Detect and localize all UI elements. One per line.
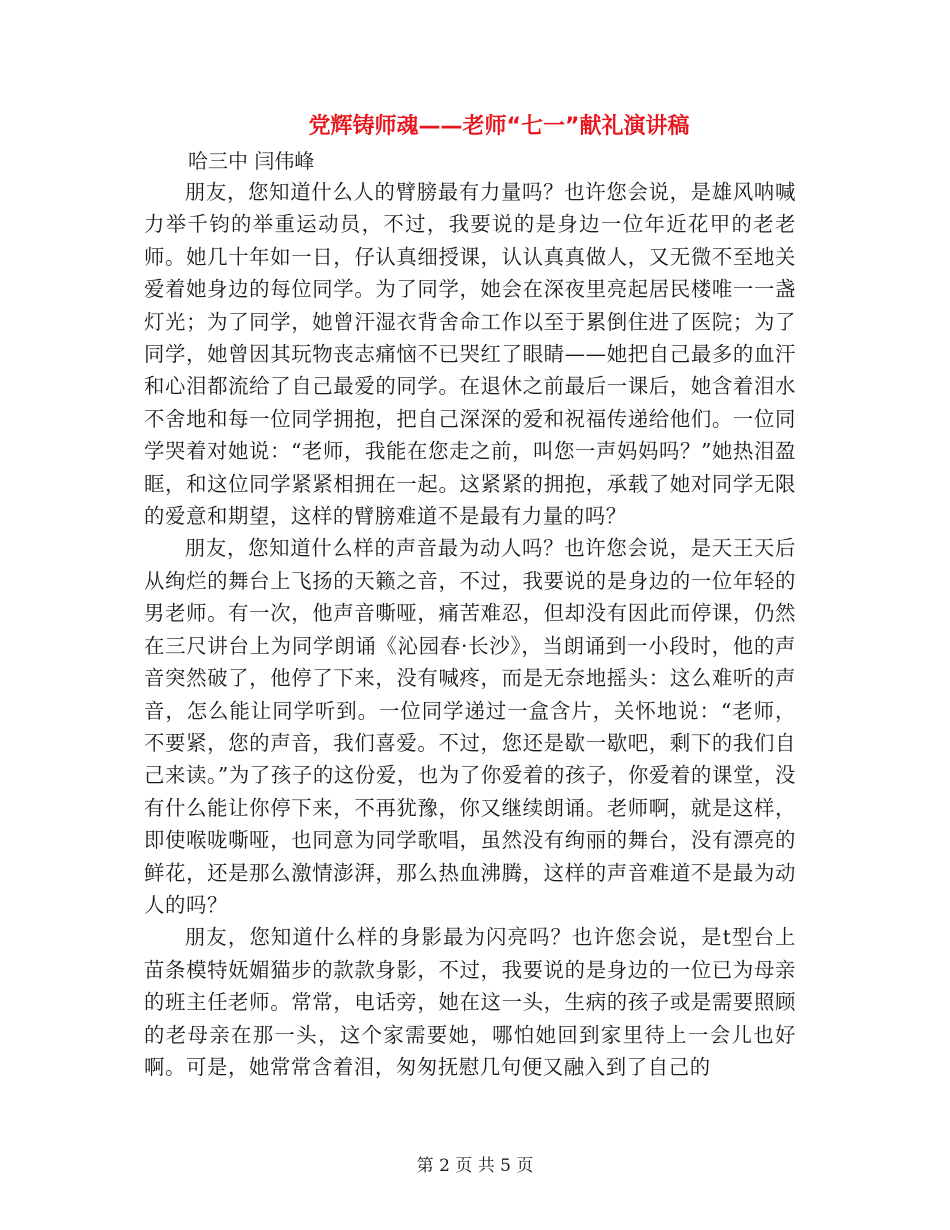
paragraph-3: 朋友，您知道什么样的身影最为闪亮吗？也许您会说，是t型台上苗条模特妩媚猫步的款款身影，不过，我要说的是身边的一位已为母亲的班主任老师。常常，电话旁，她在这一头，生病的孩子或是需要照顾的老母亲在那一头，这个家需要她，哪怕她回到家里待上一会儿也好啊。可是，她常常含着泪，匆匆抚慰几句便又融入到了自己的 — [144, 925, 796, 1079]
document-body — [144, 176, 796, 1083]
page-footer: 第 2 页 共 5 页 — [416, 1156, 534, 1176]
document-title: 党辉铸师魂——老师“七一”献礼演讲稿 — [308, 114, 690, 139]
paragraph-1: 朋友，您知道什么人的臂膀最有力量吗？也许您会说，是雄风呐喊力举千钧的举重运动员，不过，我要说的是身边一位年近花甲的老老师。她几十年如一日，仔认真细授课，认认真真做人，又无微不至地关爱着她身边的每位同学。为了同学，她会在深夜里亮起居民楼唯一一盏灯光；为了同学，她曾汗湿衣背舍命工作以至于累倒住进了医院；为了同学，她曾因其玩物丧志痛恼不已哭红了眼睛——她把自己最多的血汗和心泪都流给了自己最爱的同学。在退休之前最后一课后，她含着泪水不舍地和每一位同学拥抱，把自己深深的爱和祝福传递给他们。一位同学哭着对她说：“老师，我能在您走之前，叫您一声妈妈吗？”她热泪盈眶，和这位同学紧紧相拥在一起。这紧紧的拥抱，承载了她对同学无限的爱意和期望，这样的臂膀难道不是最有力量的吗？ — [144, 180, 796, 529]
author-line: 哈三中 闫伟峰 — [188, 149, 315, 173]
paragraph-2: 朋友，您知道什么样的声音最为动人吗？也许您会说，是天王天后从绚烂的舞台上飞扬的天籁之音，不过，我要说的是身边的一位年轻的男老师。有一次，他声音嘶哑，痛苦难忍，但却没有因此而停课，仍然在三尺讲台上为同学朗诵《沁园春·长沙》，当朗诵到一小段时，他的声音突然破了，他停了下来，没有喊疼，而是无奈地摇头：这么难听的声音，怎么能让同学听到。一位同学递过一盒含片，关怀地说：“老师，不要紧，您的声音，我们喜爱。不过，您还是歇一歇吧，剩下的我们自己来读。”为了孩子的这份爱，也为了你爱着的孩子，你爱着的课堂，没有什么能让你停下来，不再犹豫，你又继续朗诵。老师啊，就是这样，即使喉咙嘶哑，也同意为同学歌唱，虽然没有绚丽的舞台，没有漂亮的鲜花，还是那么激情澎湃，那么热血沸腾，这样的声音难道不是最为动人的吗？ — [144, 536, 796, 917]
